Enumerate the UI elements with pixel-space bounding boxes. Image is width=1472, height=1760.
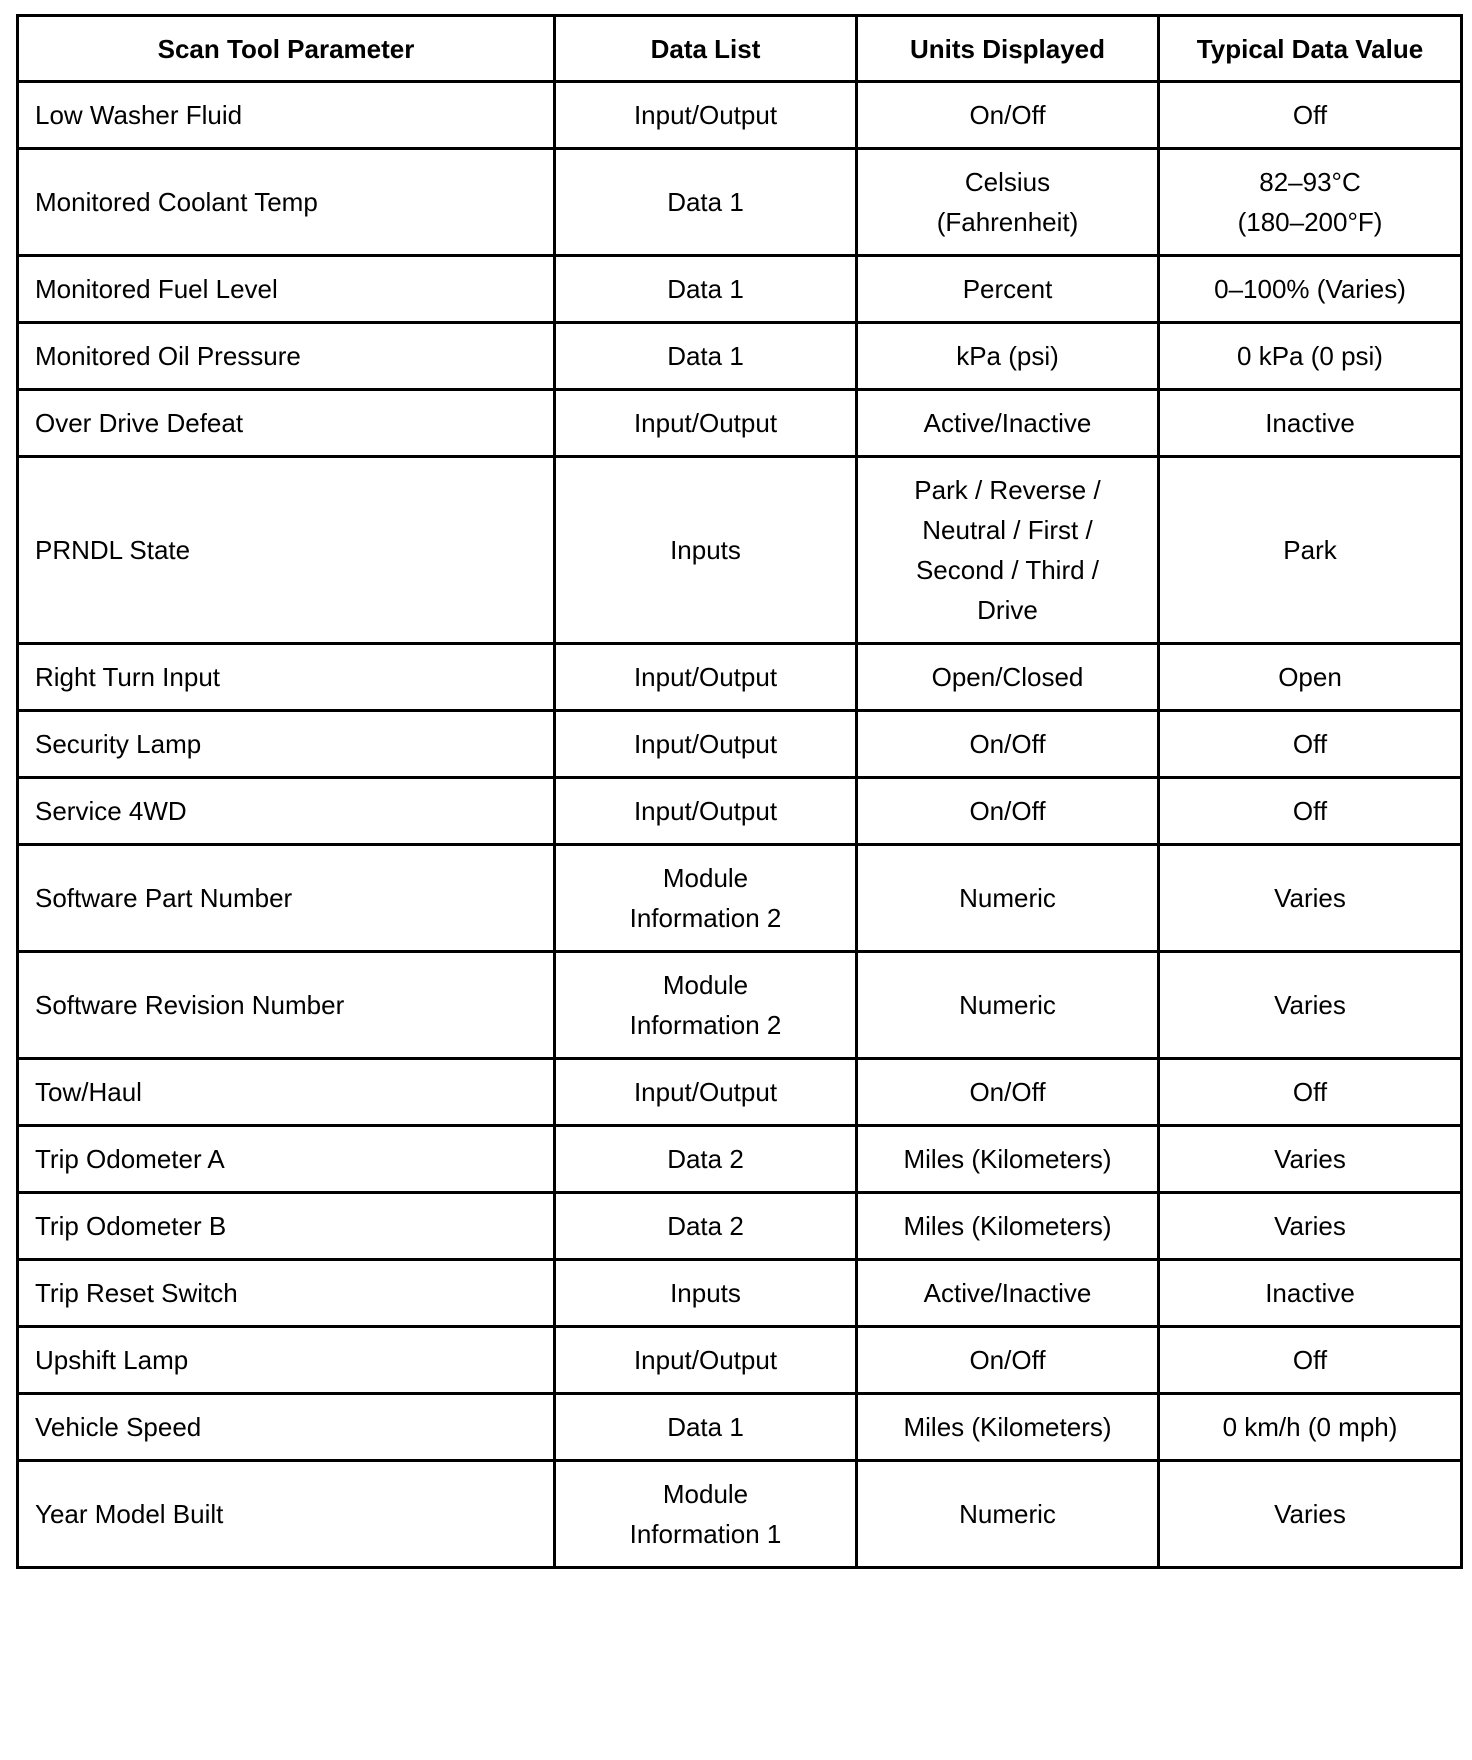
cell-units-displayed bbox=[857, 1260, 1159, 1327]
cell-text-line: Celsius bbox=[964, 167, 1051, 197]
cell-text-line: Park bbox=[1283, 535, 1337, 565]
cell-units-displayed bbox=[857, 1394, 1159, 1461]
cell-text-line: On/Off bbox=[969, 729, 1046, 759]
cell-text-line: Inputs bbox=[670, 1278, 741, 1308]
cell-text-line: Input/Output bbox=[633, 1077, 778, 1107]
cell-data-list bbox=[555, 778, 857, 845]
cell-text-line: Miles (Kilometers) bbox=[903, 1144, 1112, 1174]
cell-text-line: Neutral / First / bbox=[922, 515, 1093, 545]
cell-text-line: Module bbox=[662, 1479, 749, 1509]
cell-units-displayed bbox=[857, 1461, 1159, 1568]
cell-text-line: Inactive bbox=[1265, 408, 1355, 438]
cell-typical-data-value bbox=[1159, 457, 1462, 644]
cell-units-displayed bbox=[857, 952, 1159, 1059]
cell-text-line: (180–200°F) bbox=[1237, 207, 1383, 237]
cell-data-list bbox=[555, 1059, 857, 1126]
cell-data-list bbox=[555, 1126, 857, 1193]
cell-text-line: Vehicle Speed bbox=[35, 1412, 202, 1442]
cell-text-line: Varies bbox=[1274, 1144, 1346, 1174]
cell-typical-data-value bbox=[1159, 323, 1462, 390]
cell-typical-data-value bbox=[1159, 845, 1462, 952]
cell-typical-data-value bbox=[1159, 1126, 1462, 1193]
cell-scan-tool-parameter bbox=[18, 845, 555, 952]
cell-units-displayed bbox=[857, 1059, 1159, 1126]
cell-text-line: Numeric bbox=[959, 883, 1056, 913]
cell-text-line: Trip Odometer B bbox=[35, 1211, 227, 1241]
cell-text-line: 0 kPa (0 psi) bbox=[1237, 341, 1383, 371]
cell-typical-data-value bbox=[1159, 1461, 1462, 1568]
table-row bbox=[18, 644, 1462, 711]
cell-text-line: Varies bbox=[1274, 883, 1346, 913]
cell-text-line: Active/Inactive bbox=[923, 408, 1092, 438]
table-row bbox=[18, 1126, 1462, 1193]
cell-data-list bbox=[555, 711, 857, 778]
cell-text-line: Data 1 bbox=[667, 187, 744, 217]
table-header bbox=[18, 16, 1462, 82]
cell-typical-data-value bbox=[1159, 778, 1462, 845]
cell-typical-data-value bbox=[1159, 1059, 1462, 1126]
cell-text-line: Software Revision Number bbox=[35, 990, 345, 1020]
cell-scan-tool-parameter bbox=[18, 256, 555, 323]
cell-units-displayed bbox=[857, 323, 1159, 390]
cell-text-line: Trip Reset Switch bbox=[35, 1278, 238, 1308]
cell-units-displayed bbox=[857, 845, 1159, 952]
table-row bbox=[18, 1461, 1462, 1568]
cell-typical-data-value bbox=[1159, 149, 1462, 256]
cell-text-line: 0–100% (Varies) bbox=[1214, 274, 1406, 304]
cell-data-list bbox=[555, 1461, 857, 1568]
cell-text-line: Off bbox=[1292, 729, 1328, 759]
cell-units-displayed bbox=[857, 82, 1159, 149]
cell-text-line: Monitored Oil Pressure bbox=[35, 341, 301, 371]
cell-units-displayed bbox=[857, 390, 1159, 457]
cell-typical-data-value bbox=[1159, 711, 1462, 778]
cell-units-displayed bbox=[857, 457, 1159, 644]
cell-typical-data-value bbox=[1159, 1394, 1462, 1461]
cell-typical-data-value bbox=[1159, 952, 1462, 1059]
cell-units-displayed bbox=[857, 644, 1159, 711]
cell-text-line: Over Drive Defeat bbox=[35, 408, 244, 438]
cell-text-line: Varies bbox=[1274, 1499, 1346, 1529]
cell-text-line: Upshift Lamp bbox=[35, 1345, 189, 1375]
cell-typical-data-value bbox=[1159, 644, 1462, 711]
cell-data-list bbox=[555, 1260, 857, 1327]
cell-scan-tool-parameter bbox=[18, 149, 555, 256]
cell-text-line: On/Off bbox=[969, 796, 1046, 826]
cell-typical-data-value bbox=[1159, 1327, 1462, 1394]
cell-scan-tool-parameter bbox=[18, 1327, 555, 1394]
cell-text-line: Low Washer Fluid bbox=[35, 100, 243, 130]
cell-scan-tool-parameter bbox=[18, 390, 555, 457]
cell-text-line: Data 2 bbox=[667, 1211, 744, 1241]
table-row bbox=[18, 1260, 1462, 1327]
cell-scan-tool-parameter bbox=[18, 644, 555, 711]
header-typical-data-value: Typical Data Value bbox=[1159, 16, 1462, 82]
cell-units-displayed bbox=[857, 1126, 1159, 1193]
table-row bbox=[18, 82, 1462, 149]
cell-units-displayed bbox=[857, 256, 1159, 323]
table-row bbox=[18, 256, 1462, 323]
cell-typical-data-value bbox=[1159, 390, 1462, 457]
cell-data-list bbox=[555, 1193, 857, 1260]
cell-text-line: Information 2 bbox=[629, 1010, 782, 1040]
cell-typical-data-value bbox=[1159, 82, 1462, 149]
cell-scan-tool-parameter bbox=[18, 778, 555, 845]
cell-scan-tool-parameter bbox=[18, 1260, 555, 1327]
cell-data-list bbox=[555, 845, 857, 952]
cell-scan-tool-parameter bbox=[18, 323, 555, 390]
cell-data-list bbox=[555, 149, 857, 256]
cell-text-line: Varies bbox=[1274, 990, 1346, 1020]
table-row bbox=[18, 1193, 1462, 1260]
cell-text-line: Right Turn Input bbox=[35, 662, 220, 692]
cell-units-displayed bbox=[857, 1193, 1159, 1260]
cell-text-line: 0 km/h (0 mph) bbox=[1222, 1412, 1398, 1442]
header-scan-tool-parameter: Scan Tool Parameter bbox=[18, 16, 555, 82]
cell-text-line: Inputs bbox=[670, 535, 741, 565]
cell-text-line: Second / Third / bbox=[915, 555, 1100, 585]
cell-text-line: PRNDL State bbox=[35, 535, 191, 565]
cell-data-list bbox=[555, 952, 857, 1059]
table-row bbox=[18, 457, 1462, 644]
cell-text-line: Off bbox=[1292, 1345, 1328, 1375]
cell-text-line: On/Off bbox=[969, 100, 1046, 130]
table-row bbox=[18, 845, 1462, 952]
table-body bbox=[18, 82, 1462, 1568]
cell-text-line: On/Off bbox=[969, 1077, 1046, 1107]
cell-text-line: Data 1 bbox=[667, 274, 744, 304]
cell-text-line: Off bbox=[1292, 796, 1328, 826]
cell-data-list bbox=[555, 256, 857, 323]
cell-text-line: Monitored Coolant Temp bbox=[35, 187, 318, 217]
cell-text-line: Input/Output bbox=[633, 1345, 778, 1375]
cell-scan-tool-parameter bbox=[18, 711, 555, 778]
cell-text-line: Inactive bbox=[1265, 1278, 1355, 1308]
cell-text-line: Input/Output bbox=[633, 100, 778, 130]
cell-text-line: Data 1 bbox=[667, 1412, 744, 1442]
cell-units-displayed bbox=[857, 778, 1159, 845]
cell-typical-data-value bbox=[1159, 1193, 1462, 1260]
cell-scan-tool-parameter bbox=[18, 1193, 555, 1260]
table-row bbox=[18, 149, 1462, 256]
table-row bbox=[18, 1394, 1462, 1461]
cell-scan-tool-parameter bbox=[18, 457, 555, 644]
cell-scan-tool-parameter bbox=[18, 952, 555, 1059]
cell-data-list bbox=[555, 82, 857, 149]
cell-text-line: Percent bbox=[962, 274, 1053, 304]
cell-text-line: Service 4WD bbox=[35, 796, 187, 826]
cell-text-line: Input/Output bbox=[633, 796, 778, 826]
cell-text-line: Drive bbox=[977, 595, 1038, 625]
cell-typical-data-value bbox=[1159, 1260, 1462, 1327]
cell-scan-tool-parameter bbox=[18, 1461, 555, 1568]
cell-text-line: Module bbox=[662, 970, 749, 1000]
cell-data-list bbox=[555, 1327, 857, 1394]
cell-text-line: Input/Output bbox=[633, 662, 778, 692]
cell-text-line: Information 1 bbox=[629, 1519, 782, 1549]
cell-text-line: Active/Inactive bbox=[923, 1278, 1092, 1308]
table-row bbox=[18, 323, 1462, 390]
cell-data-list bbox=[555, 644, 857, 711]
cell-data-list bbox=[555, 1394, 857, 1461]
cell-units-displayed bbox=[857, 149, 1159, 256]
cell-text-line: Module bbox=[662, 863, 749, 893]
table-row bbox=[18, 1327, 1462, 1394]
cell-scan-tool-parameter bbox=[18, 82, 555, 149]
cell-text-line: Open bbox=[1278, 662, 1342, 692]
cell-text-line: Open/Closed bbox=[931, 662, 1084, 692]
cell-data-list bbox=[555, 390, 857, 457]
cell-text-line: Security Lamp bbox=[35, 729, 202, 759]
cell-text-line: (Fahrenheit) bbox=[936, 207, 1079, 237]
cell-text-line: Varies bbox=[1274, 1211, 1346, 1241]
cell-units-displayed bbox=[857, 1327, 1159, 1394]
cell-text-line: On/Off bbox=[969, 1345, 1046, 1375]
cell-text-line: Input/Output bbox=[633, 729, 778, 759]
cell-text-line: Information 2 bbox=[629, 903, 782, 933]
cell-text-line: Trip Odometer A bbox=[35, 1144, 225, 1174]
cell-typical-data-value bbox=[1159, 256, 1462, 323]
cell-scan-tool-parameter bbox=[18, 1059, 555, 1126]
cell-text-line: Numeric bbox=[959, 990, 1056, 1020]
cell-text-line: Software Part Number bbox=[35, 883, 293, 913]
cell-text-line: Year Model Built bbox=[35, 1499, 224, 1529]
cell-text-line: Tow/Haul bbox=[35, 1077, 142, 1107]
cell-units-displayed bbox=[857, 711, 1159, 778]
table-row bbox=[18, 952, 1462, 1059]
header-units-displayed: Units Displayed bbox=[857, 16, 1159, 82]
cell-text-line: Off bbox=[1292, 1077, 1328, 1107]
cell-text-line: 82–93°C bbox=[1259, 167, 1361, 197]
cell-text-line: Input/Output bbox=[633, 408, 778, 438]
cell-text-line: Data 2 bbox=[667, 1144, 744, 1174]
header-data-list: Data List bbox=[555, 16, 857, 82]
cell-text-line: Park / Reverse / bbox=[914, 475, 1101, 505]
cell-scan-tool-parameter bbox=[18, 1126, 555, 1193]
cell-text-line: Data 1 bbox=[667, 341, 744, 371]
table-row bbox=[18, 778, 1462, 845]
header-row bbox=[18, 16, 1462, 82]
cell-scan-tool-parameter bbox=[18, 1394, 555, 1461]
table-row bbox=[18, 390, 1462, 457]
cell-text-line: Miles (Kilometers) bbox=[903, 1211, 1112, 1241]
cell-text-line: Off bbox=[1292, 100, 1328, 130]
cell-text-line: kPa (psi) bbox=[956, 341, 1059, 371]
cell-data-list bbox=[555, 323, 857, 390]
scan-tool-parameter-table bbox=[16, 14, 1463, 1569]
cell-text-line: Monitored Fuel Level bbox=[35, 274, 278, 304]
cell-text-line: Numeric bbox=[959, 1499, 1056, 1529]
cell-text-line: Miles (Kilometers) bbox=[903, 1412, 1112, 1442]
table-row bbox=[18, 711, 1462, 778]
cell-data-list bbox=[555, 457, 857, 644]
table-row bbox=[18, 1059, 1462, 1126]
